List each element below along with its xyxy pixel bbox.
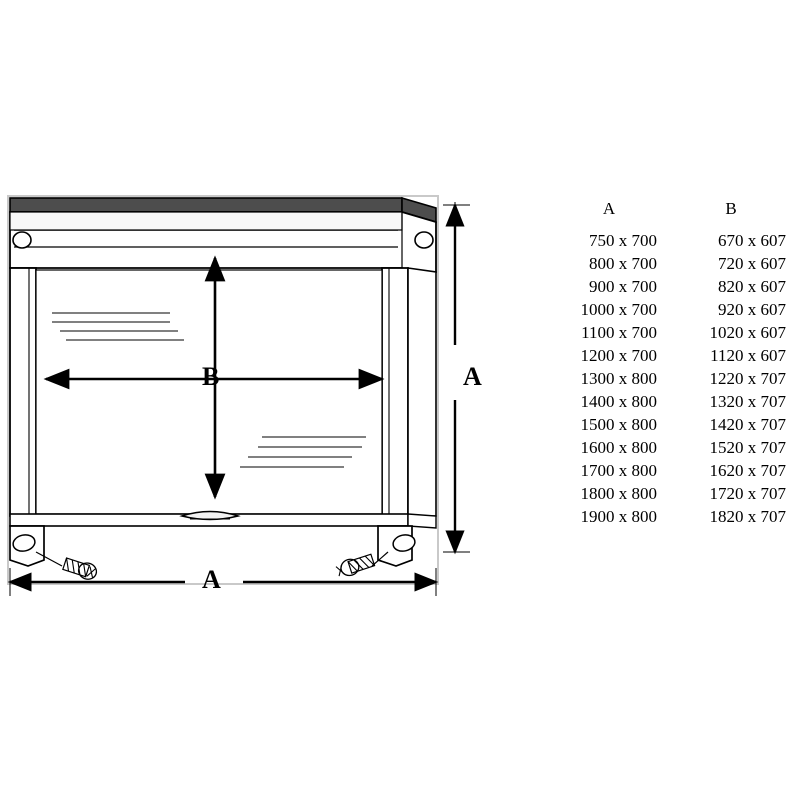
size-cell-a: 1500 x 800 (580, 414, 657, 434)
size-cell-a: 1700 x 800 (580, 460, 657, 480)
table-row (560, 436, 790, 459)
size-cell-b: 1420 x 707 (709, 414, 786, 434)
size-cell-b: 1120 x 607 (710, 345, 786, 365)
size-cell-a: 1400 x 800 (580, 391, 657, 411)
size-cell-b: 1820 x 707 (709, 506, 786, 526)
table-row (560, 459, 790, 482)
column-header-b: B (725, 199, 737, 218)
right-frame-post (382, 268, 436, 516)
table-row (560, 390, 790, 413)
dimension-label-a-vertical: A (463, 362, 482, 391)
table-row (560, 321, 790, 344)
size-cell-b: 1020 x 607 (709, 322, 786, 342)
corner-bracket-right (378, 526, 416, 566)
screw-callout-left (36, 552, 99, 581)
size-cell-b: 920 x 607 (718, 299, 786, 319)
size-cell-a: 900 x 700 (589, 276, 657, 296)
table-row (560, 252, 790, 275)
size-cell-a: 750 x 700 (589, 230, 657, 250)
left-frame-post (10, 268, 36, 516)
size-cell-b: 1320 x 707 (709, 391, 786, 411)
inner-panel (36, 270, 382, 514)
table-row (560, 298, 790, 321)
table-row (560, 344, 790, 367)
size-table (560, 198, 790, 528)
corner-bracket-left (10, 526, 44, 566)
size-cell-b: 1220 x 707 (709, 368, 786, 388)
dimension-label-a-horizontal: A (202, 565, 221, 594)
bottom-rail (10, 512, 436, 529)
dimension-label-b: B (202, 362, 220, 391)
column-header-a: A (602, 199, 616, 218)
size-cell-a: 800 x 700 (589, 253, 657, 273)
size-cell-a: 1100 x 700 (581, 322, 657, 342)
size-cell-b: 1620 x 707 (709, 460, 786, 480)
table-row (560, 505, 790, 528)
size-cell-a: 1900 x 800 (580, 506, 657, 526)
size-cell-a: 1800 x 800 (580, 483, 657, 503)
table-row (560, 367, 790, 390)
size-cell-b: 670 x 607 (718, 230, 786, 250)
size-table-header-row (560, 198, 790, 229)
size-cell-a: 1600 x 800 (580, 437, 657, 457)
table-row (560, 275, 790, 298)
hatch-upper-body (10, 212, 436, 272)
size-cell-b: 720 x 607 (718, 253, 786, 273)
size-cell-a: 1300 x 800 (580, 368, 657, 388)
size-cell-b: 820 x 607 (718, 276, 786, 296)
size-cell-b: 1720 x 707 (709, 483, 786, 503)
table-row (560, 229, 790, 252)
size-cell-b: 1520 x 707 (709, 437, 786, 457)
table-row (560, 482, 790, 505)
table-row (560, 413, 790, 436)
size-cell-a: 1000 x 700 (580, 299, 657, 319)
size-cell-a: 1200 x 700 (580, 345, 657, 365)
